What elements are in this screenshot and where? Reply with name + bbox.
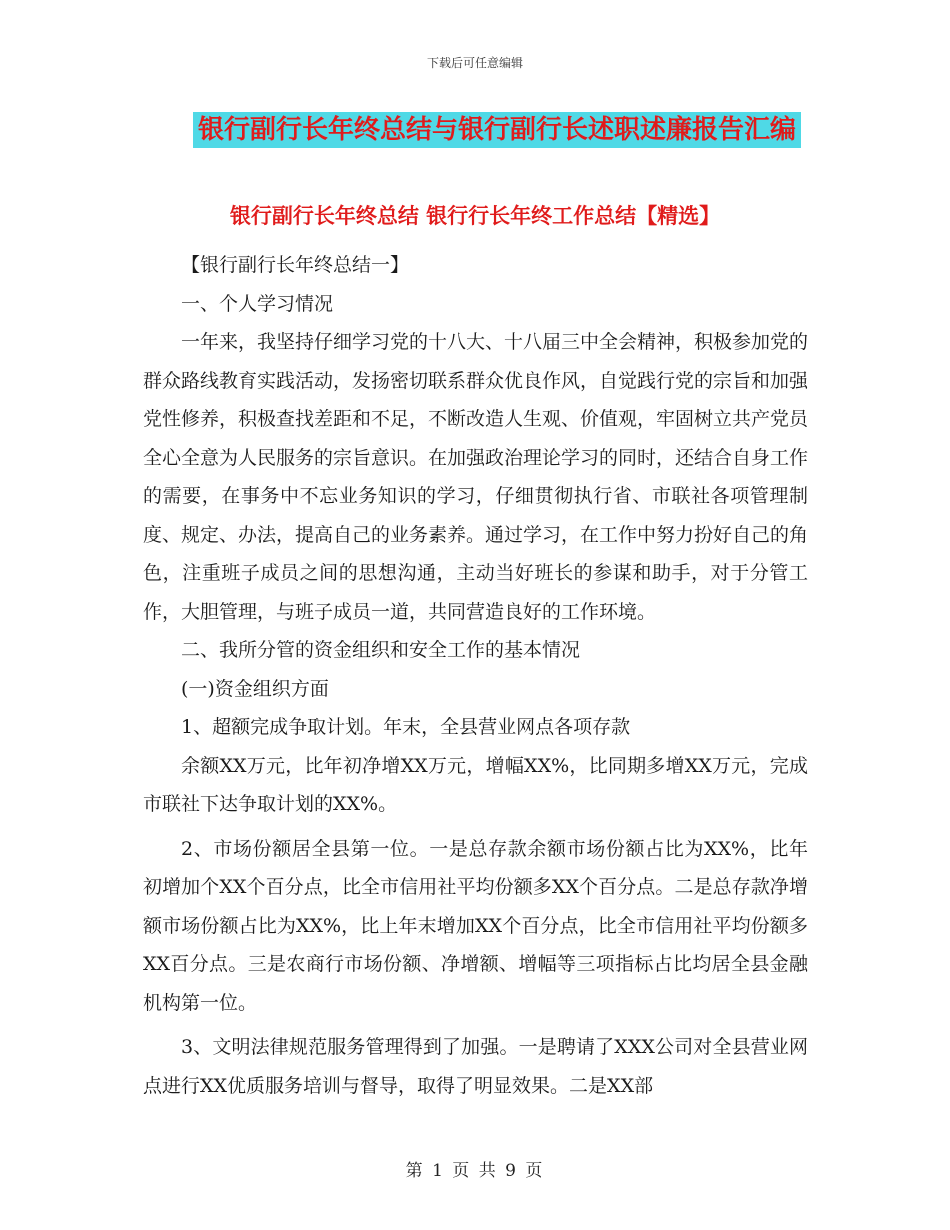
- section-heading: 二、我所分管的资金组织和安全工作的基本情况: [181, 639, 581, 661]
- paragraph: 3、文明法律规范服务管理得到了加强。一是聘请了XXX公司对全县营业网点进行XX优质服务培训与督导，取得了明显效果。二是XX部: [143, 1036, 808, 1097]
- section-heading: 一、个人学习情况: [181, 292, 334, 315]
- paragraph: 2、市场份额居全县第一位。一是总存款余额市场份额占比为XX%，比年初增加个XX个百分点，比全市信用社平均份额多XX个百分点。二是总存款净增额市场份额占比为XX%，比上年末增加XX个百分点，比全市信用社平均份额多XX百分点。三是农商行市场份额、净增额、增幅等三项指标占比均居全县金融机构第一位。: [143, 837, 808, 1014]
- document-title: 银行副行长年终总结与银行副行长述职述廉报告汇编: [193, 112, 801, 148]
- section-heading: 【银行副行长年终总结一】: [181, 254, 410, 276]
- page-footer: 第 1 页 共 9 页: [405, 1161, 545, 1181]
- section-heading: (一)资金组织方面: [181, 677, 329, 700]
- paragraph: 1、超额完成争取计划。年末，全县营业网点各项存款: [181, 716, 631, 738]
- paragraph: 余额XX万元，比年初净增XX万元，增幅XX%，比同期多增XX万元，完成市联社下达争取计划的XX%。: [143, 754, 808, 815]
- document-body: [143, 246, 808, 1105]
- document-subtitle: 银行副行长年终总结 银行行长年终工作总结【精选】: [229, 204, 721, 228]
- paragraph: 一年来，我坚持仔细学习党的十八大、十八届三中全会精神，积极参加党的群众路线教育实践活动，发扬密切联系群众优良作风，自觉践行党的宗旨和加强党性修养，积极查找差距和不足，不断改造人生观、价值观，牢固树立共产党员全心全意为人民服务的宗旨意识。在加强政治理论学习的同时，还结合自身工作的需要，在事务中不忘业务知识的学习，仔细贯彻执行省、市联社各项管理制度、规定、办法，提高自己的业务素养。通过学习，在工作中努力扮好自己的角色，注重班子成员之间的思想沟通，主动当好班长的参谋和助手，对于分管工作，大胆管理，与班子成员一道，共同营造良好的工作环境。: [143, 331, 809, 623]
- header-note: 下载后可任意编辑: [426, 56, 523, 70]
